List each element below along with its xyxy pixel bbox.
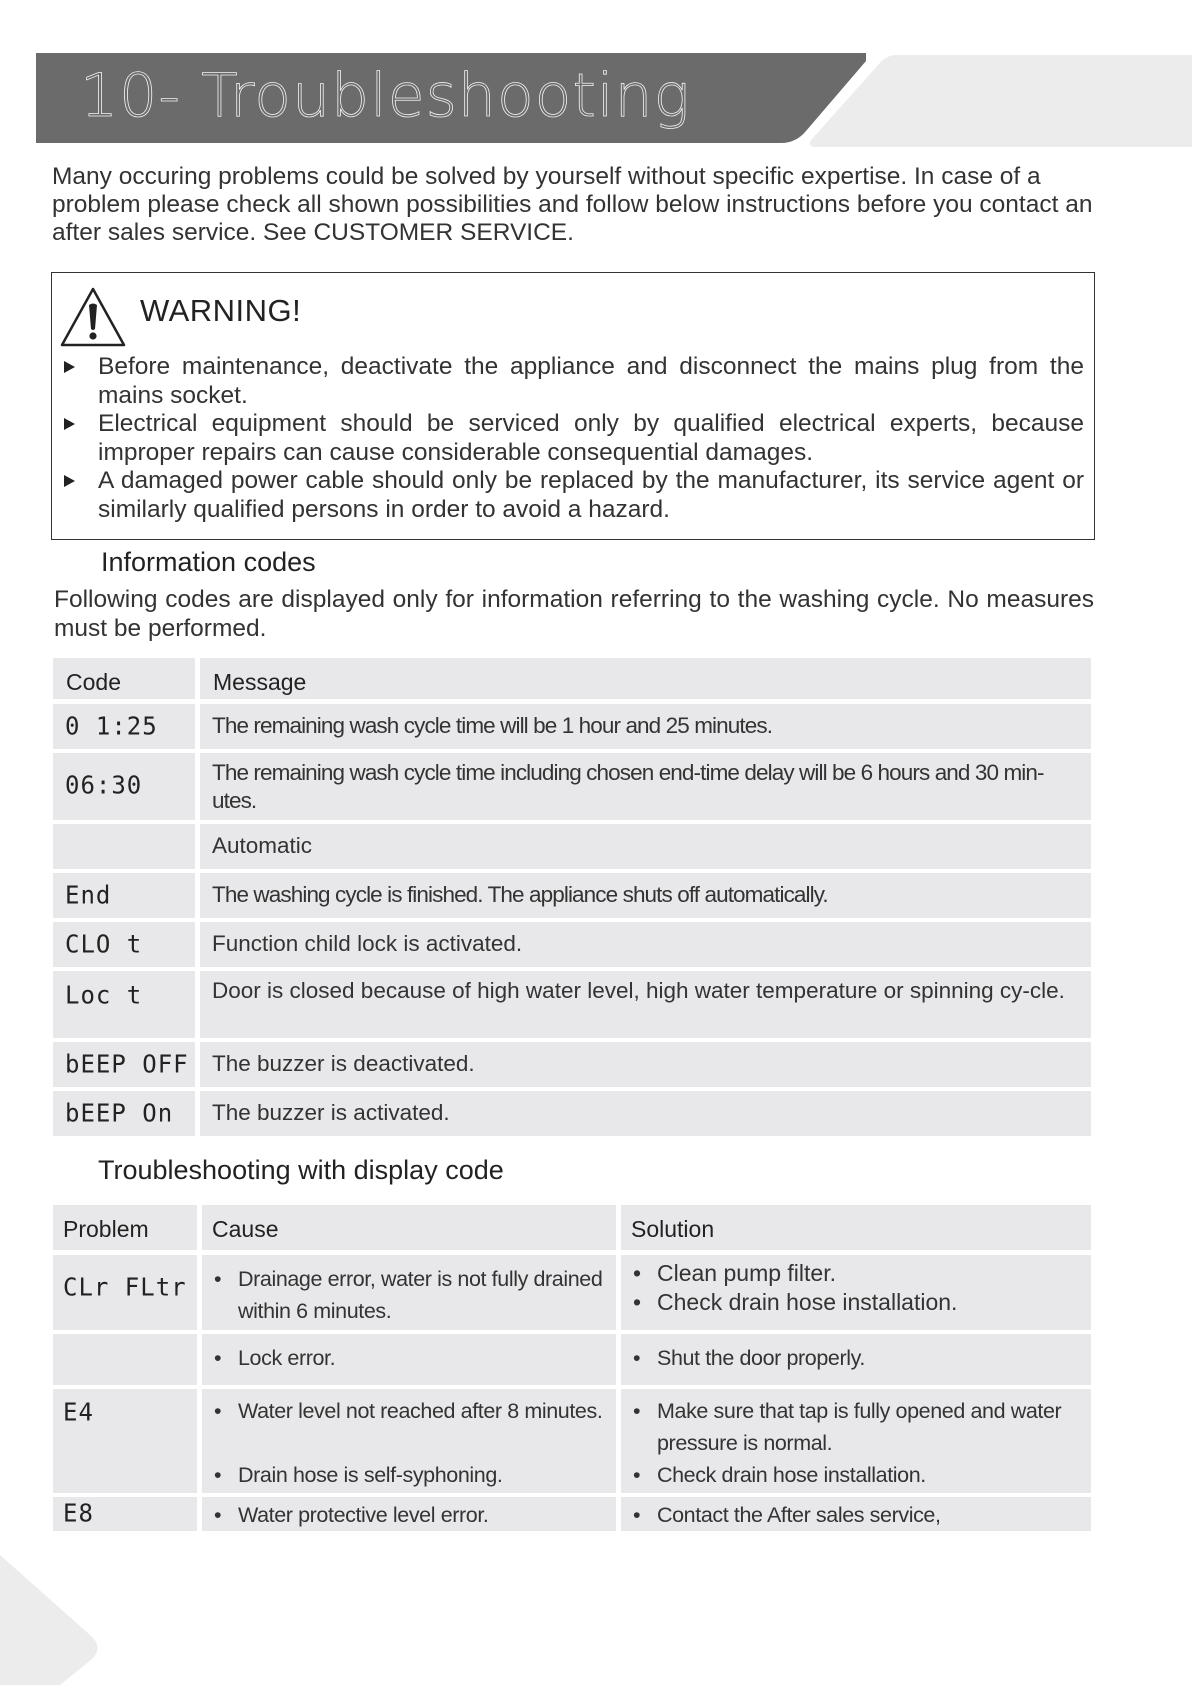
troubleshooting-heading: Troubleshooting with display code xyxy=(98,1155,504,1185)
cause-item: • Drainage error, water is not fully drained within 6 minutes. xyxy=(214,1263,608,1327)
warning-item: Electrical equipment should be serviced only by qualified electrical experts, because improper repairs can cause considerable consequential damages. xyxy=(64,410,1084,467)
warning-item: A damaged power cable should only be replaced by the manufacturer, its service agent or similarly qualified persons in order to avoid a hazard. xyxy=(64,467,1084,524)
column-header-message: Message xyxy=(213,669,307,695)
code-message: The remaining wash cycle time including chosen end-time delay will be 6 hours and 30 min-utes. xyxy=(212,760,1044,813)
cause-item: • Water protective level error. xyxy=(214,1499,608,1531)
solution-item: • Contact the After sales service, xyxy=(633,1499,1083,1531)
display-code: Loc t xyxy=(65,980,143,1010)
chapter-banner xyxy=(36,53,866,143)
info-codes-text: Following codes are displayed only for information referring to the washing cycle. No measures must be performed. xyxy=(54,586,1094,642)
info-codes-heading: Information codes xyxy=(101,547,316,577)
corner-decoration xyxy=(0,1555,110,1685)
column-header-problem: Problem xyxy=(63,1216,149,1242)
table-row xyxy=(53,1334,1091,1385)
display-code: E8 xyxy=(63,1498,94,1528)
column-header-cause: Cause xyxy=(212,1216,279,1242)
display-code: bEEP On xyxy=(65,1098,174,1128)
table-header-row xyxy=(53,1205,1091,1250)
page-tab-decoration xyxy=(806,55,1192,147)
solution-item: • Shut the door properly. xyxy=(633,1342,1083,1374)
table-row xyxy=(53,1497,1091,1531)
display-code: 06:30 xyxy=(65,770,143,800)
triangle-bullet-icon xyxy=(64,361,75,373)
table-row xyxy=(53,922,1091,967)
display-code: bEEP OFF xyxy=(65,1049,189,1079)
table-row xyxy=(53,704,1091,749)
warning-title: WARNING! xyxy=(140,293,302,328)
code-message: Automatic xyxy=(212,833,313,858)
warning-list xyxy=(64,353,1084,524)
chapter-title: 10- Troubleshooting xyxy=(80,61,691,131)
display-code: CLr FLtr xyxy=(63,1272,187,1302)
triangle-bullet-icon xyxy=(64,418,75,430)
intro-text: Many occuring problems could be solved by yourself without specific expertise. In case of a problem please check all shown possibilities and follow below instructions before you contact an after sales service. See CUSTOMER SERVICE. xyxy=(52,163,1093,246)
cause-item: • Water level not reached after 8 minutes. xyxy=(214,1395,608,1427)
code-message: The buzzer is deactivated. xyxy=(212,1051,475,1076)
column-header-solution: Solution xyxy=(631,1216,715,1242)
table-row xyxy=(53,1042,1091,1087)
code-message: Function child lock is activated. xyxy=(212,931,523,956)
triangle-bullet-icon xyxy=(64,475,75,487)
code-message: The remaining wash cycle time will be 1 hour and 25 minutes. xyxy=(212,713,773,738)
code-message: The buzzer is activated. xyxy=(212,1100,450,1125)
table-row xyxy=(53,824,1091,869)
display-code: 0 1:25 xyxy=(65,711,158,741)
column-header-code: Code xyxy=(66,669,121,695)
table-row xyxy=(53,1255,1091,1330)
table-row xyxy=(53,1389,1091,1493)
table-row xyxy=(53,1091,1091,1136)
display-code: E4 xyxy=(63,1397,94,1427)
code-message: The washing cycle is finished. The appliance shuts off automatically. xyxy=(212,882,828,907)
table-row xyxy=(53,753,1091,820)
display-code: CLO t xyxy=(65,929,143,959)
display-code: End xyxy=(65,880,112,910)
solution-item: • Check drain hose installation. xyxy=(633,1459,1083,1491)
table-header-row xyxy=(53,658,1091,699)
table-row xyxy=(53,971,1091,1038)
warning-triangle-icon xyxy=(58,285,128,349)
cause-item: • Drain hose is self-syphoning. xyxy=(214,1459,608,1491)
warning-box xyxy=(51,272,1095,540)
cause-item: • Lock error. xyxy=(214,1342,608,1374)
table-row xyxy=(53,873,1091,918)
solution-item: • Make sure that tap is fully opened and water pressure is normal. xyxy=(633,1395,1083,1459)
solution-item: • Clean pump filter. xyxy=(633,1257,1083,1289)
warning-item: Before maintenance, deactivate the appliance and disconnect the mains plug from the mains socket. xyxy=(64,353,1084,410)
solution-item: • Check drain hose installation. xyxy=(633,1286,1083,1318)
code-message: Door is closed because of high water level, high water temperature or spinning cy-cle. xyxy=(212,978,1065,1003)
